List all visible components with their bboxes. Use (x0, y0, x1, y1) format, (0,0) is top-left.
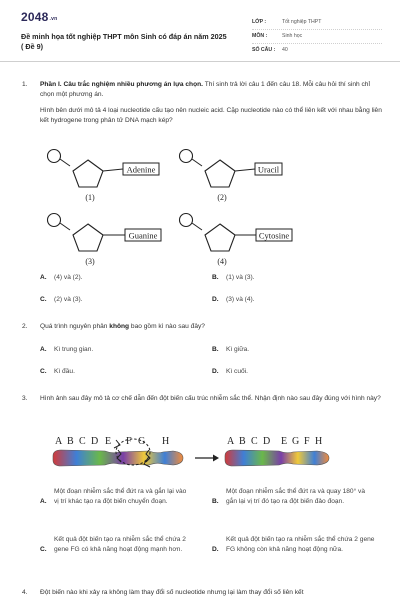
question-text (40, 322, 382, 332)
meta-row-count (252, 44, 382, 58)
meta-value: Sinh học (282, 32, 303, 39)
option-c[interactable] (40, 535, 200, 555)
gene-label: E (281, 436, 288, 447)
chromosome-original (53, 436, 183, 467)
nucleotide-number: (2) (217, 193, 227, 202)
question-4 (22, 588, 382, 598)
chromosome-mutated (225, 436, 329, 466)
meta-label: LỚP : (252, 18, 267, 25)
option-letter: B. (212, 498, 219, 505)
nucleotide-number: (4) (217, 257, 227, 266)
meta-label: SỐ CÂU : (252, 47, 276, 54)
gene-label: A (55, 436, 63, 447)
question-instruction (40, 80, 382, 99)
meta-value: 40 (282, 47, 288, 54)
option-letter: B. (212, 346, 219, 353)
option-text: Một đoạn nhiễm sắc thể đứt ra và gắn lại vào vị trí khác tạo ra đột biến chuyển đoạn. (54, 488, 187, 505)
gene-label: H (315, 436, 323, 447)
option-text: Kết quả đột biến tạo ra nhiễm sắc thể chứa 2 gene FG không còn khả năng hoạt động nữa. (226, 536, 375, 553)
logo-tld: .vn (49, 16, 58, 22)
option-letter: A. (40, 346, 47, 353)
nucleotide-number: (1) (85, 193, 95, 202)
nucleotide-3 (48, 214, 162, 267)
question-text: Hình bên dưới mô tả 4 loại nucleotide cấu tạo nên nucleic acid. Cặp nucleotide nào có thể liên kết với nhau bằng liên kết hydrogene trong phân tử DNA mạch kép? (40, 107, 382, 124)
option-b[interactable] (212, 345, 249, 355)
gene-label: B (239, 436, 246, 447)
gene-label: G (292, 436, 300, 447)
option-a[interactable] (40, 273, 83, 283)
gene-label: F (304, 436, 310, 447)
part-instruction: Thí sinh trả lời câu 1 đến câu 18. Mỗi câu hỏi thí sinh chỉ chọn một phương án. (40, 81, 370, 98)
gene-label: B (67, 436, 74, 447)
nucleotide-1 (48, 150, 160, 203)
option-letter: A. (40, 274, 47, 281)
gene-label: C (79, 436, 86, 447)
question-1 (22, 80, 382, 125)
question-number: 1. (22, 81, 28, 88)
meta-value: Tốt nghiệp THPT (282, 18, 322, 25)
option-c[interactable] (40, 295, 83, 305)
question-number: 2. (22, 323, 28, 330)
gene-label: C (251, 436, 258, 447)
page-title: Đề minh họa tốt nghiệp THPT môn Sinh có đáp án năm 2025 ( Đề 9) (21, 32, 227, 52)
option-letter: D. (212, 296, 219, 303)
option-d[interactable] (212, 367, 248, 377)
option-text: Kì giữa. (226, 346, 250, 353)
option-text: (1) và (3). (226, 274, 255, 281)
base-label: Guanine (128, 230, 158, 241)
base-label: Uracil (257, 164, 280, 175)
question-3 (22, 394, 382, 404)
part-heading: Phần I. Câu trắc nghiệm nhiều phương án lựa chọn. (40, 81, 203, 88)
option-text: Kì trung gian. (54, 346, 94, 353)
site-logo[interactable] (21, 9, 57, 26)
page-header (0, 0, 400, 62)
meta-row-subject (252, 30, 382, 44)
meta-row-class (252, 16, 382, 30)
question-text-emphasis: không (109, 323, 130, 330)
option-b[interactable] (212, 273, 255, 283)
gene-label: H (162, 436, 170, 447)
question-text: Đột biến nào khi xảy ra không làm thay đổi số nucleotide nhưng lại làm thay đổi số liên kết (40, 589, 304, 596)
option-text: (3) và (4). (226, 296, 255, 303)
option-c[interactable] (40, 367, 75, 377)
question-text: Hình ảnh sau đây mô tả cơ chế dẫn đến đột biến cấu trúc nhiễm sắc thể. Nhận định nào sau đây đúng với hình này? (40, 395, 381, 402)
option-text: (2) và (3). (54, 296, 83, 303)
option-letter: D. (212, 368, 219, 375)
gene-label: A (227, 436, 235, 447)
base-label: Adenine (126, 164, 156, 175)
option-text: (4) và (2). (54, 274, 83, 281)
gene-label: D (263, 436, 271, 447)
chromosome-figure (45, 428, 365, 476)
gene-label: D (91, 436, 99, 447)
option-letter: D. (212, 546, 219, 553)
logo-text: 2048 (21, 10, 49, 24)
question-2 (22, 322, 382, 332)
gene-label: E (105, 436, 112, 447)
nucleotide-2 (180, 150, 283, 203)
arrow-right-icon (195, 455, 219, 462)
gene-label: G (138, 436, 146, 447)
gene-label: F (126, 436, 132, 447)
option-text: Kì cuối. (226, 368, 248, 375)
option-a[interactable] (40, 345, 93, 355)
question-text-part: bao gồm kì nào sau đây? (129, 323, 205, 330)
option-letter: B. (212, 274, 219, 281)
base-label: Cytosine (258, 230, 290, 241)
option-letter: C. (40, 296, 47, 303)
option-d[interactable] (212, 295, 255, 305)
option-d[interactable] (212, 535, 382, 555)
meta-label: MÔN : (252, 32, 268, 39)
option-letter: C. (40, 546, 47, 553)
option-text: Một đoạn nhiễm sắc thể đứt ra và quay 180° và gắn lại vị trí đó tạo ra đột biến đảo đoạn. (226, 488, 366, 505)
option-a[interactable] (40, 487, 200, 507)
nucleotide-figure (40, 144, 340, 266)
nucleotide-number: (3) (85, 257, 95, 266)
option-text: Kết quả đột biến tạo ra nhiễm sắc thể chứa 2 gene FG có khả năng hoạt động mạnh hơn. (54, 536, 186, 553)
nucleotide-4 (180, 214, 293, 267)
option-letter: A. (40, 498, 47, 505)
question-number: 3. (22, 395, 28, 402)
question-text-part: Quá trình nguyên phân (40, 323, 110, 330)
exam-meta (252, 16, 382, 58)
option-b[interactable] (212, 487, 382, 507)
question-number: 4. (22, 589, 28, 596)
option-letter: C. (40, 368, 47, 375)
option-text: Kì đầu. (54, 368, 75, 375)
